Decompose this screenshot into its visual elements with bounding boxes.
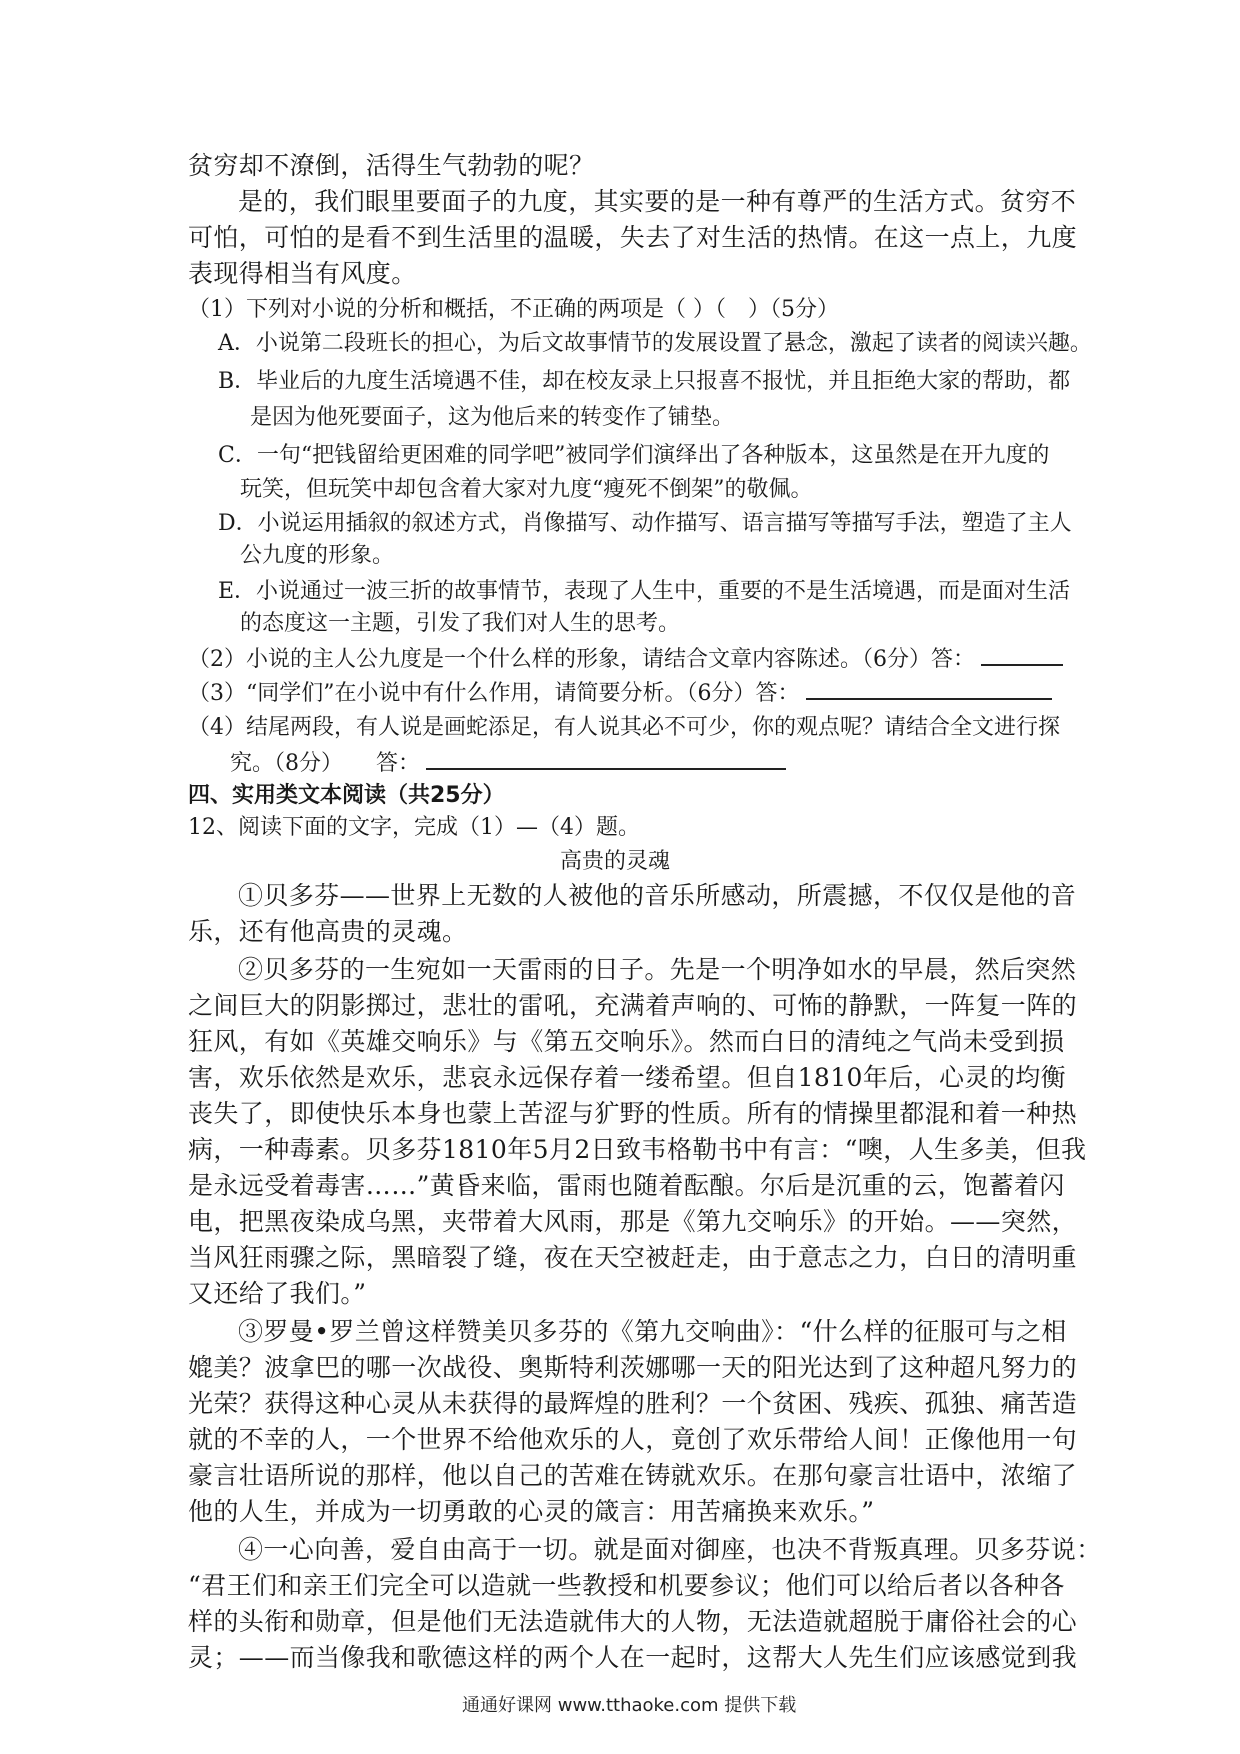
- article-line: 害，欢乐依然是欢乐，悲哀永远保存着一缕希望。但自1810年后，心灵的均衡: [188, 1063, 1067, 1092]
- option-b: B．毕业后的九度生活境遇不佳，却在校友录上只报喜不报忧，并且拒绝大家的帮助，都: [218, 369, 1071, 394]
- article-line: “君王们和亲王们完全可以造就一些教授和机要参议；他们可以给后者以各种各: [188, 1571, 1065, 1600]
- question-4-text: 究。（8分） 答：: [230, 751, 420, 776]
- article-line: 狂风，有如《英雄交响乐》与《第五交响乐》。然而白日的清纯之气尚未受到损: [188, 1027, 1065, 1056]
- answer-blank-4[interactable]: [426, 746, 786, 770]
- story-line: 是的，我们眼里要面子的九度，其实要的是一种有尊严的生活方式。贫穷不: [238, 187, 1077, 216]
- option-b-cont: 是因为他死要面子，这为他后来的转变作了铺垫。: [250, 405, 735, 430]
- answer-blank-2[interactable]: [981, 642, 1063, 666]
- article-line: 丧失了，即使快乐本身也蒙上苦涩与犷野的性质。所有的情操里都混和着一种热: [188, 1099, 1078, 1128]
- question-1: （1）下列对小说的分析和概括，不正确的两项是（ ）（ ）（5分）: [188, 297, 839, 322]
- article-line: ②贝多芬的一生宛如一天雷雨的日子。先是一个明净如水的早晨，然后突然: [238, 955, 1077, 984]
- section-heading: 四、实用类文本阅读（共25分）: [188, 783, 505, 808]
- article-line: ③罗曼•罗兰曾这样赞美贝多芬的《第九交响曲》：“什么样的征服可与之相: [238, 1317, 1067, 1346]
- option-d: D．小说运用插叙的叙述方式，肖像描写、动作描写、语言描写等描写手法，塑造了主人: [218, 511, 1072, 536]
- article-line: 病，一种毒素。贝多芬1810年5月2日致韦格勒书中有言：“噢，人生多美，但我: [188, 1135, 1087, 1164]
- question-12-intro: 12、阅读下面的文字，完成（1）—（4）题。: [188, 815, 640, 840]
- article-line: 是永远受着毒害……”黄昏来临，雷雨也随着酝酿。尔后是沉重的云，饱蓄着闪: [188, 1171, 1065, 1200]
- question-4-cont: [230, 746, 786, 780]
- article-line: 电，把黑夜染成乌黑，夹带着大风雨，那是《第九交响乐》的开始。——突然，: [188, 1207, 1078, 1236]
- question-2: [188, 642, 1063, 676]
- article-line: 豪言壮语所说的那样，他以自己的苦难在铸就欢乐。在那句豪言壮语中，浓缩了: [188, 1461, 1078, 1490]
- article-line: 灵；——而当像我和歌德这样的两个人在一起时，这帮大人先生们应该感觉到我: [188, 1643, 1078, 1672]
- article-title: 高贵的灵魂: [560, 849, 671, 874]
- question-2-text: （2）小说的主人公九度是一个什么样的形象，请结合文章内容陈述。（6分）答：: [188, 647, 975, 672]
- answer-blank-3[interactable]: [806, 676, 1052, 700]
- article-line: 之间巨大的阴影掷过，悲壮的雷吼，充满着声响的、可怖的静默，一阵复一阵的: [188, 991, 1078, 1020]
- article-line: 媲美？波拿巴的哪一次战役、奥斯特利茨娜哪一天的阳光达到了这种超凡努力的: [188, 1353, 1078, 1382]
- article-line: 又还给了我们。”: [188, 1279, 367, 1308]
- story-line: 可怕，可怕的是看不到生活里的温暖，失去了对生活的热情。在这一点上，九度: [188, 223, 1078, 252]
- option-c-cont: 玩笑，但玩笑中却包含着大家对九度“瘦死不倒架”的敬佩。: [240, 477, 813, 502]
- question-3-text: （3）“同学们”在小说中有什么作用，请简要分析。（6分）答：: [188, 681, 800, 706]
- article-line: 当风狂雨骤之际，黑暗裂了缝，夜在天空被赶走，由于意志之力，白日的清明重: [188, 1243, 1078, 1272]
- option-e-cont: 的态度这一主题，引发了我们对人生的思考。: [240, 611, 681, 636]
- option-c: C．一句“把钱留给更困难的同学吧”被同学们演绎出了各种版本，这虽然是在开九度的: [218, 443, 1050, 468]
- story-line: 贫穷却不潦倒，活得生气勃勃的呢？: [188, 151, 595, 180]
- article-line: ④一心向善，爱自由高于一切。就是面对御座，也决不背叛真理。贝多芬说：: [238, 1535, 1102, 1564]
- article-line: 乐，还有他高贵的灵魂。: [188, 917, 468, 946]
- option-e: E．小说通过一波三折的故事情节，表现了人生中，重要的不是生活境遇，而是面对生活: [218, 579, 1071, 604]
- article-line: ①贝多芬——世界上无数的人被他的音乐所感动，所震撼，不仅仅是他的音: [238, 881, 1077, 910]
- option-d-cont: 公九度的形象。: [240, 543, 395, 568]
- story-line: 表现得相当有风度。: [188, 259, 417, 288]
- question-4: （4）结尾两段，有人说是画蛇添足，有人说其必不可少，你的观点呢？请结合全文进行探: [188, 715, 1061, 740]
- page-footer: 通通好课网 www.tthaoke.com 提供下载: [462, 1695, 797, 1716]
- article-line: 样的头衔和勋章，但是他们无法造就伟大的人物，无法造就超脱于庸俗社会的心: [188, 1607, 1078, 1636]
- article-line: 光荣？获得这种心灵从未获得的最辉煌的胜利？一个贫困、残疾、孤独、痛苦造: [188, 1389, 1078, 1418]
- article-line: 他的人生，并成为一切勇敢的心灵的箴言：用苦痛换来欢乐。”: [188, 1497, 875, 1526]
- question-3: [188, 676, 1052, 710]
- option-a: A．小说第二段班长的担心，为后文故事情节的发展设置了悬念，激起了读者的阅读兴趣。: [218, 331, 1092, 356]
- article-line: 就的不幸的人，一个世界不给他欢乐的人，竟创了欢乐带给人间！正像他用一句: [188, 1425, 1078, 1454]
